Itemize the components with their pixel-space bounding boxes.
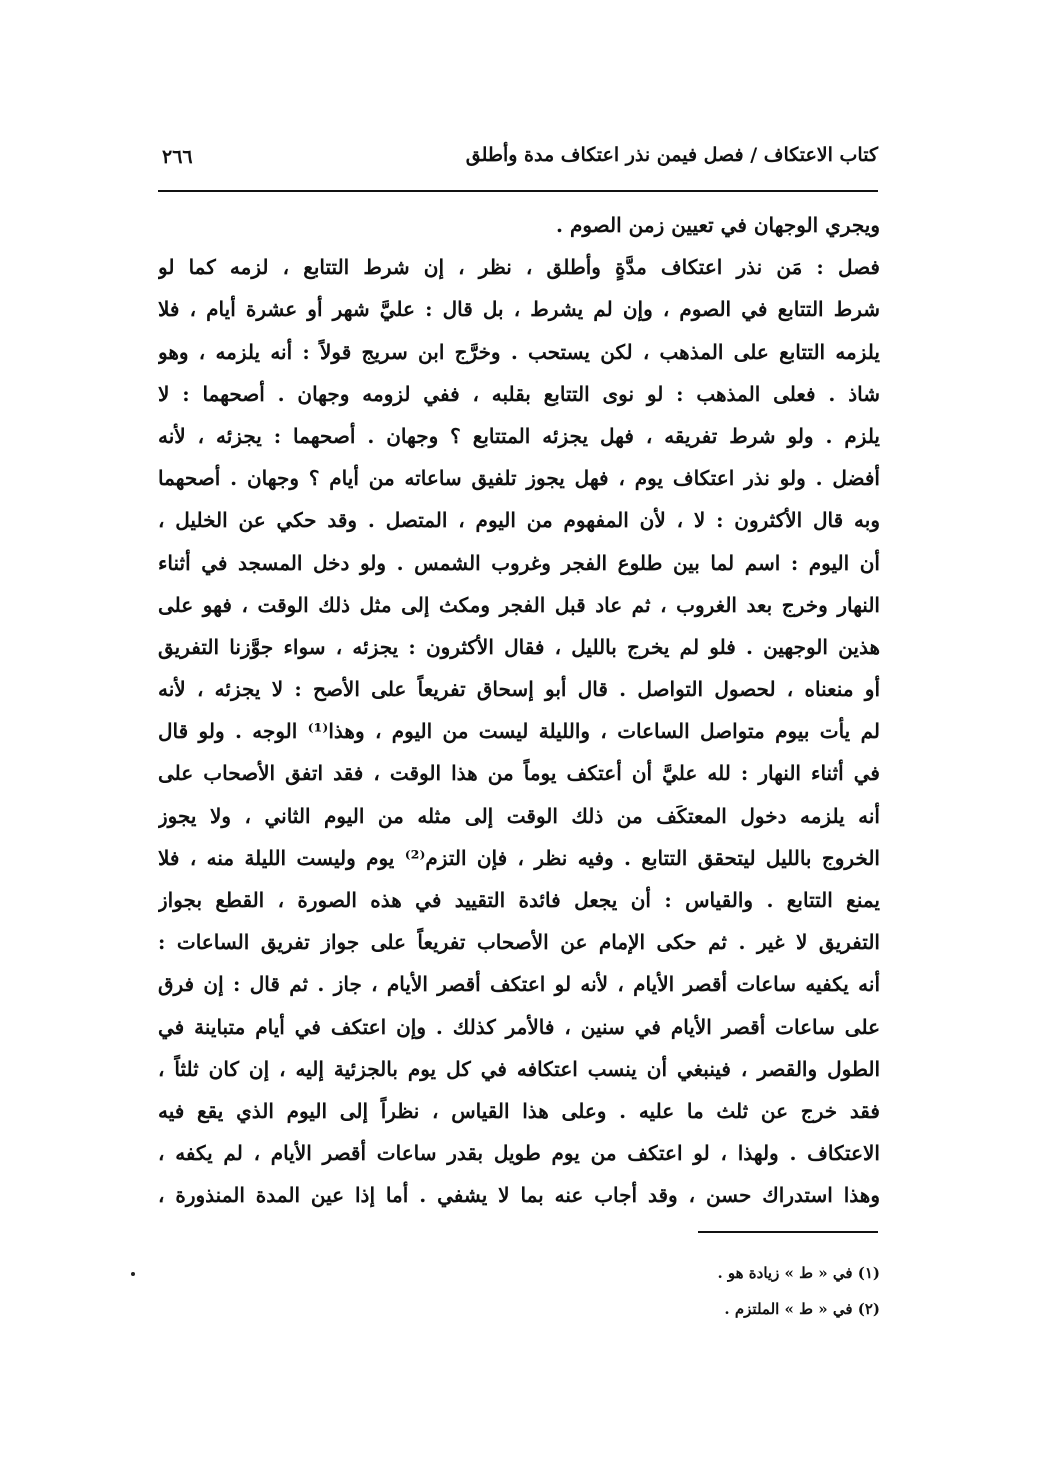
header-divider (158, 190, 878, 192)
text-line: النهار وخرج بعد الغروب ، ثم عاد قبل الفجر ومكث إلى مثل ذلك الوقت ، فهو على (158, 592, 880, 617)
text-line: أفضل . ولو نذر اعتكاف يوم ، فهل يجوز تلفيق ساعاته من أيام ؟ وجهان . أصحهما (158, 466, 880, 491)
text-line: ويجري الوجهان في تعيين زمن الصوم . (556, 213, 880, 237)
text-line: على ساعات أقصر الأيام في سنين ، فالأمر كذلك . وإن اعتكف في أيام متباينة في (158, 1014, 880, 1039)
text-line: هذين الوجهين . فلو لم يخرج بالليل ، فقال الأكثرون : يجزئه ، سواء جوَّزنا التفريق (158, 634, 880, 659)
footnote-1: (١) في « ط » زيادة هو . (717, 1264, 880, 1282)
page-number: ٢٦٦ (162, 146, 193, 168)
text-line: فصل : مَن نذر اعتكاف مدَّةٍ وأطلق ، نظر ، إن شرط التتابع ، لزمه كما لو (158, 255, 880, 280)
text-line: أنه يكفيه ساعات أقصر الأيام ، لأنه لو اعتكف أقصر الأيام ، جاز . ثم قال : إن فرق (158, 972, 880, 997)
text-line: يلزم . ولو شرط تفريقه ، فهل يجزئه المتتابع ؟ وجهان . أصحهما : يجزئه ، لأنه (158, 423, 880, 448)
text-line: الاعتكاف . ولهذا ، لو اعتكف من يوم طويل بقدر ساعات أقصر الأيام ، لم يكفه ، (158, 1141, 880, 1166)
text-line: شاذ . فعلى المذهب : لو نوى التتابع بقلبه ، ففي لزومه وجهان . أصحهما : لا (158, 381, 880, 406)
header-title: كتاب الاعتكاف / فصل فيمن نذر اعتكاف مدة وأطلق (465, 144, 878, 166)
text-line: لم يأت بيوم متواصل الساعات ، والليلة ليست من اليوم ، وهذا⁽¹⁾ الوجه . ولو قال (158, 719, 880, 744)
running-header (158, 138, 878, 186)
text-line: فقد خرج عن ثلث ما عليه . وعلى هذا القياس ، نظراً إلى اليوم الذي يقع فيه (158, 1098, 880, 1123)
text-line: يمنع التتابع . والقياس : أن يجعل فائدة التقييد في هذه الصورة ، القطع بجواز (158, 888, 880, 912)
text-line: في أثناء النهار : لله عليَّ أن أعتكف يوماً من هذا الوقت ، فقد اتفق الأصحاب على (158, 761, 880, 786)
footnote-2: (٢) في « ط » الملتزم . (724, 1300, 880, 1318)
scan-speck (131, 1272, 135, 1276)
text-line: أو منعناه ، لحصول التواصل . قال أبو إسحاق تفريعاً على الأصح : لا يجزئه ، لأنه (158, 677, 880, 702)
text-line: شرط التتابع في الصوم ، وإن لم يشرط ، بل قال : عليَّ شهر أو عشرة أيام ، فلا (158, 297, 880, 322)
footnotes (560, 1255, 880, 1327)
text-line: وبه قال الأكثرون : لا ، لأن المفهوم من اليوم ، المتصل . وقد حكي عن الخليل ، (158, 508, 880, 533)
text-line: وهذا استدراك حسن ، وقد أجاب عنه بما لا يشفي . أما إذا عين المدة المنذورة ، (158, 1183, 880, 1208)
footnote-divider (698, 1231, 878, 1233)
text-line: أن اليوم : اسم لما بين طلوع الفجر وغروب الشمس . ولو دخل المسجد في أثناء (158, 550, 880, 575)
text-line: الخروج بالليل ليتحقق التتابع . وفيه نظر ، فإن التزم⁽²⁾ يوم وليست الليلة منه ، فلا (158, 845, 880, 870)
text-line: الطول والقصر ، فينبغي أن ينسب اعتكافه في كل يوم بالجزئية إليه ، إن كان ثلثاً ، (158, 1056, 880, 1081)
main-text (158, 204, 880, 1217)
text-line: يلزمه التتابع على المذهب ، لكن يستحب . وخرَّج ابن سريج قولاً : أنه يلزمه ، وهو (158, 339, 880, 364)
text-line: أنه يلزمه دخول المعتكَف من ذلك الوقت إلى مثله من اليوم الثاني ، ولا يجوز (158, 803, 880, 828)
text-line: التفريق لا غير . ثم حكى الإمام عن الأصحاب تفريعاً على جواز تفريق الساعات : (158, 930, 880, 955)
